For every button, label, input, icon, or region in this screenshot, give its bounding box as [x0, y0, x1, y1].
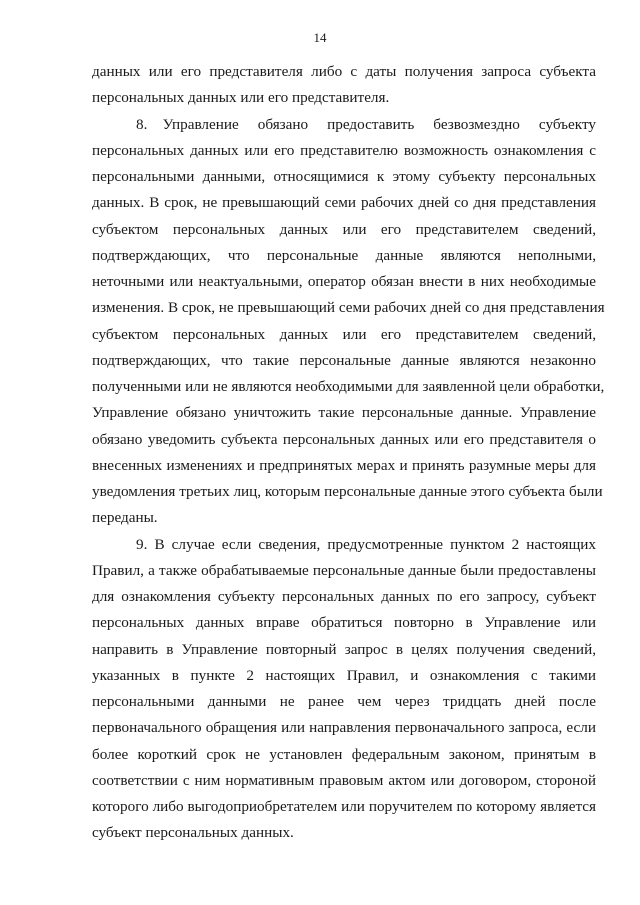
text-line: субъект персональных данных. — [92, 824, 294, 841]
text-line: данных. В срок, не превышающий семи рабочих дней со дня представления — [92, 194, 596, 211]
text-line: 9. В случае если сведения, предусмотренные пунктом 2 настоящих — [136, 536, 596, 553]
text-line: которого либо выгодоприобретателем или поручителем по которому является — [92, 798, 596, 815]
text-line: персональных данных вправе обратиться повторно в Управление или — [92, 614, 596, 631]
text-line: субъектом персональных данных или его представителем сведений, — [92, 221, 596, 238]
text-line: Управление обязано уничтожить такие персональные данные. Управление — [92, 404, 596, 421]
text-line: подтверждающих, что такие персональные данные являются незаконно — [92, 352, 596, 369]
text-line: для ознакомления субъекту персональных данных по его запросу, субъект — [92, 588, 596, 605]
text-line: субъектом персональных данных или его представителем сведений, — [92, 326, 596, 343]
page-number: 14 — [313, 30, 327, 45]
text-line: изменения. В срок, не превышающий семи рабочих дней со дня представления — [92, 299, 605, 316]
text-line: указанных в пункте 2 настоящих Правил, и ознакомления с такими — [92, 667, 596, 684]
text-line: полученными или не являются необходимыми для заявленной цели обработки, — [92, 378, 605, 395]
text-line: соответствии с ним нормативным правовым актом или договором, стороной — [92, 772, 596, 789]
text-line: более короткий срок не установлен федеральным законом, принятым в — [92, 746, 596, 763]
text-line: обязано уведомить субъекта персональных данных или его представителя о — [92, 431, 596, 448]
text-line: 8. Управление обязано предоставить безвозмездно субъекту — [136, 116, 596, 133]
text-line: первоначального обращения или направления первоначального запроса, если — [92, 719, 596, 736]
text-line: персональных данных или его представителю возможность ознакомления с — [92, 142, 596, 159]
text-line: данных или его представителя либо с даты получения запроса субъекта — [92, 63, 596, 80]
text-line: неточными или неактуальными, оператор обязан внести в них необходимые — [92, 273, 596, 290]
text-line: уведомления третьих лиц, которым персональные данные этого субъекта были — [92, 483, 603, 500]
text-line: переданы. — [92, 509, 158, 526]
text-line: внесенных изменениях и предпринятых мерах и принять разумные меры для — [92, 457, 596, 474]
text-line: подтверждающих, что персональные данные являются неполными, — [92, 247, 596, 264]
text-line: направить в Управление повторный запрос в целях получения сведений, — [92, 641, 596, 658]
text-line: персональными данными не ранее чем через тридцать дней после — [92, 693, 596, 710]
text-line: персональных данных или его представителя. — [92, 89, 390, 106]
text-line: Правил, а также обрабатываемые персональные данные были предоставлены — [92, 562, 596, 579]
text-line: персональными данными, относящимися к этому субъекту персональных — [92, 168, 596, 185]
